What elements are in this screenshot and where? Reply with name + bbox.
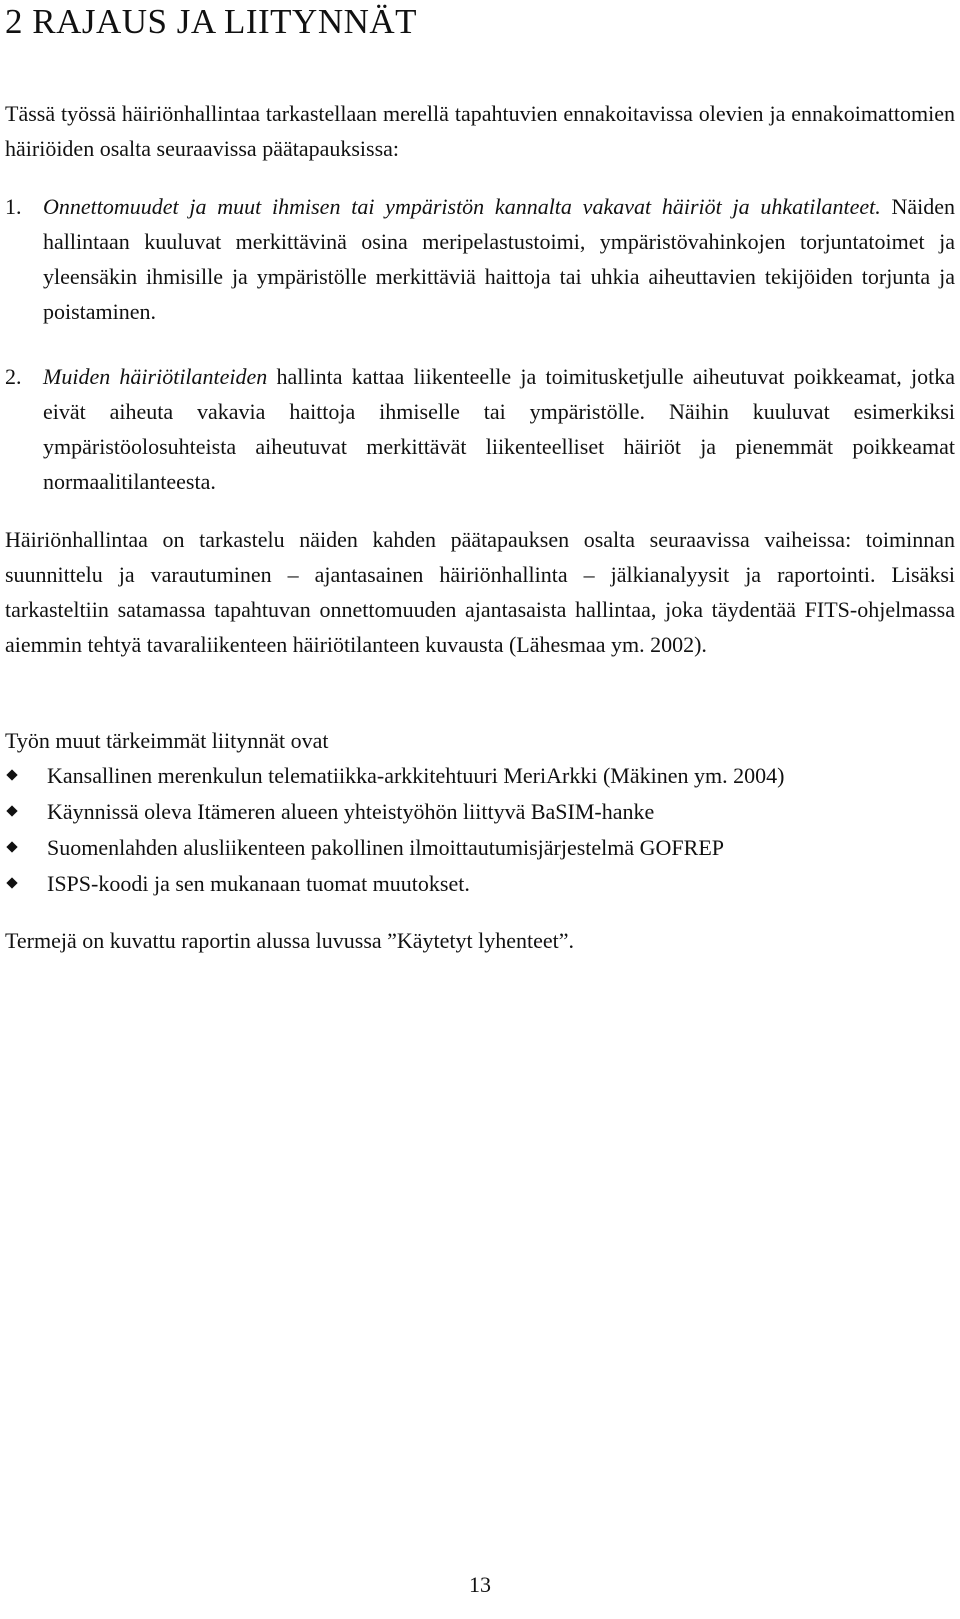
- list-item: [5, 866, 955, 902]
- intro-paragraph: Tässä työssä häiriönhallintaa tarkastellaan merellä tapahtuvien ennakoitavissa olevien ja ennakoimattomien häiriöiden osalta seuraavissa päätapauksissa:: [5, 101, 955, 161]
- case-item-other-disturbances: [5, 359, 955, 499]
- links-intro-paragraph: Työn muut tärkeimmät liitynnät ovat: [5, 728, 329, 753]
- diamond-bullet-icon: [6, 877, 17, 888]
- list-item: [5, 758, 955, 794]
- case-term: Muiden häiriötilanteiden: [43, 364, 268, 389]
- diamond-bullet-icon: [6, 841, 17, 852]
- case-term: Onnettomuudet ja muut ihmisen tai ympäristön kannalta vakavat häiriöt ja uhkatilanteet.: [43, 194, 881, 219]
- page-number: 13: [469, 1572, 491, 1597]
- phases-paragraph: Häiriönhallintaa on tarkastelu näiden kahden päätapauksen osalta seuraavissa vaiheissa: toiminnan suunnittelu ja varautuminen – ajantasainen häiriönhallinta – jälkianalyysit ja raportointi. Lisäksi tarkasteltiin satamassa tapahtuvan onnettomuuden ajantasaista hallintaa, joka täydentää FITS-ohjelmassa aiemmin tehtyä tavaraliikenteen häiriötilanteen kuvausta (Lähesmaa ym. 2002).: [5, 527, 955, 657]
- case-number: 2.: [5, 364, 22, 389]
- diamond-bullet-icon: [6, 769, 17, 780]
- case-text: Näiden hallintaan kuuluvat merkittävinä osina meripelastustoimi, ympäristövahinkojen torjuntatoimet ja yleensäkin ihmisille ja ympäristölle merkittäviä haittoja tai uhkia aiheuttavien tekijöiden torjunta ja poistaminen.: [43, 194, 956, 324]
- list-item: [5, 794, 955, 830]
- terms-note: Termejä on kuvattu raportin alussa luvussa ”Käytetyt lyhenteet”.: [5, 928, 575, 953]
- list-item-text: ISPS-koodi ja sen mukanaan tuomat muutokset.: [47, 871, 470, 896]
- list-item-text: Kansallinen merenkulun telematiikka-arkkitehtuuri MeriArkki (Mäkinen ym. 2004): [47, 763, 785, 788]
- case-item-accidents: [5, 189, 955, 329]
- list-item-text: Suomenlahden alusliikenteen pakollinen ilmoittautumisjärjestelmä GOFREP: [47, 835, 725, 860]
- case-text: hallinta kattaa liikenteelle ja toimitusketjulle aiheutuvat poikkeamat, jotka eivät aiheuta vakavia haittoja ihmiselle tai ympäristölle. Näihin kuuluvat esimerkiksi ympäristöolosuhteista aiheutuvat merkittävät liikenteelliset häiriöt ja pienemmät poikkeamat normaalitilanteesta.: [43, 364, 955, 494]
- case-number: 1.: [5, 194, 22, 219]
- chapter-heading: 2 RAJAUS JA LIITYNNÄT: [5, 2, 418, 41]
- links-list: [5, 758, 955, 902]
- list-item-text: Käynnissä oleva Itämeren alueen yhteistyöhön liittyvä BaSIM-hanke: [47, 799, 655, 824]
- list-item: [5, 830, 955, 866]
- diamond-bullet-icon: [6, 805, 17, 816]
